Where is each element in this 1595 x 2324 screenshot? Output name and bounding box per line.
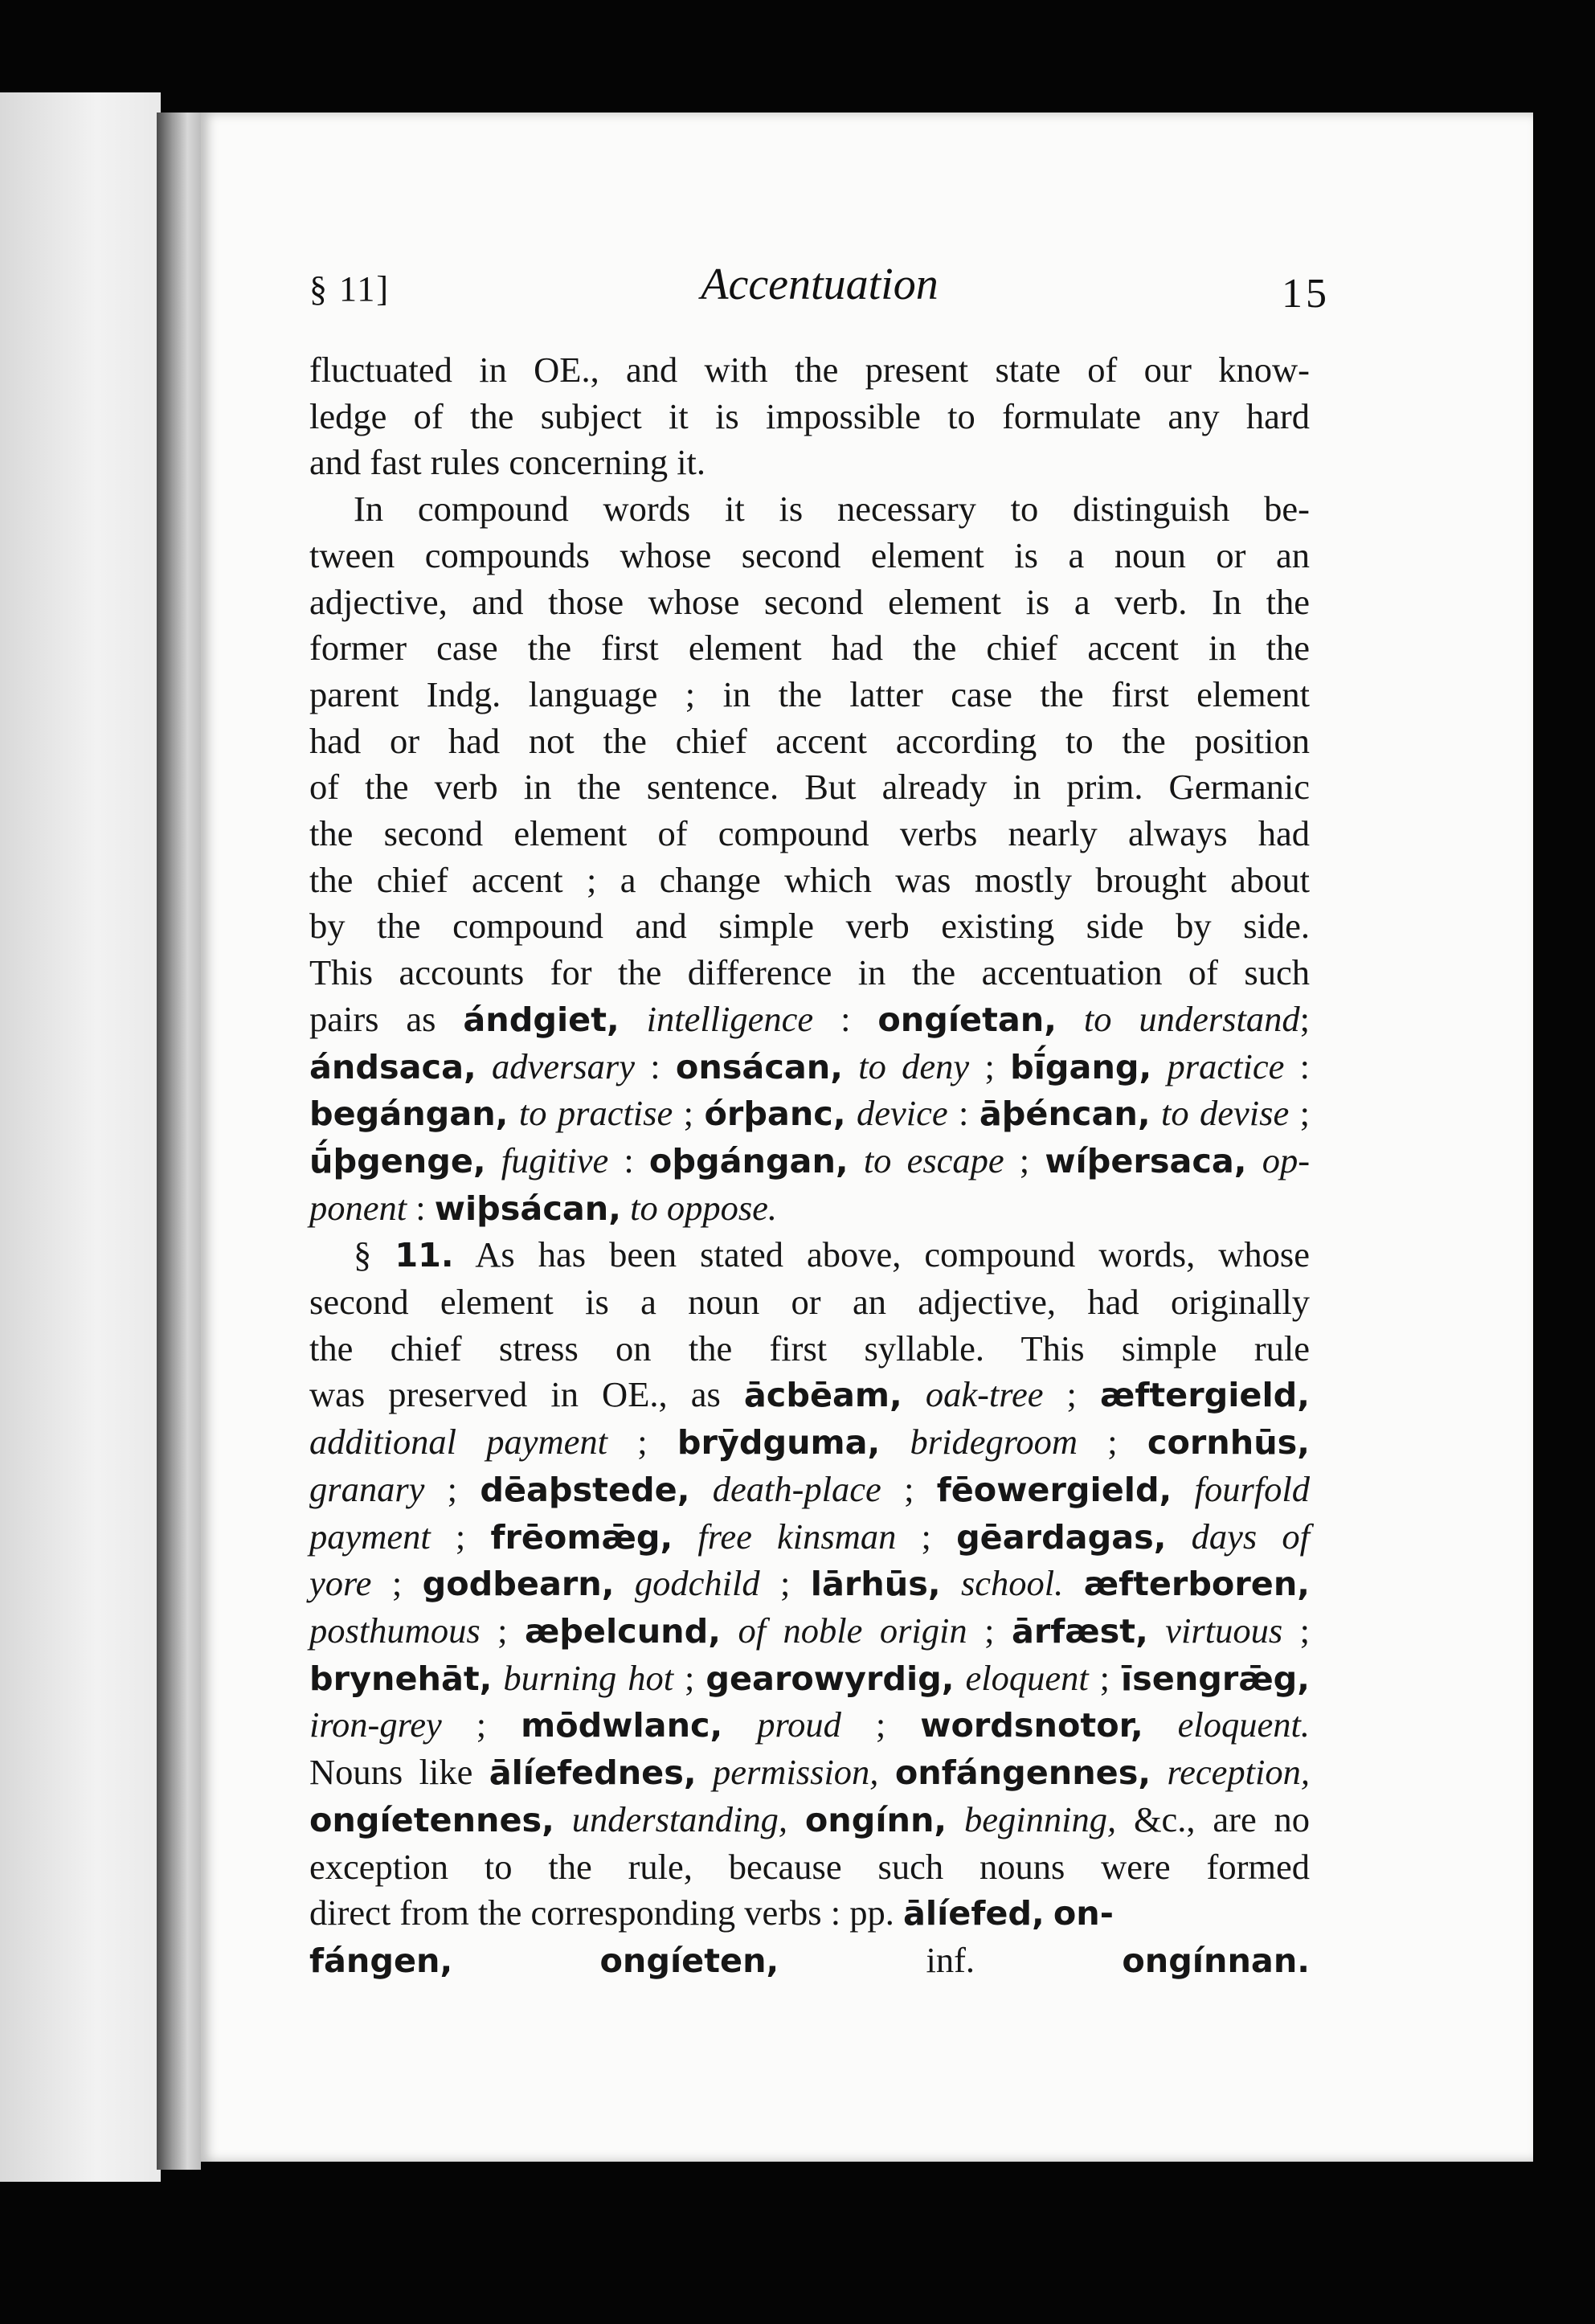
text-line <box>309 811 1310 857</box>
text-run: ; <box>1289 1093 1311 1134</box>
text-run: ; <box>1088 1657 1121 1698</box>
gloss: permission, <box>712 1752 879 1793</box>
text-line <box>309 1797 1310 1844</box>
gloss: to practise <box>518 1093 673 1134</box>
text-line <box>309 1937 1310 1985</box>
text-run: ; <box>607 1422 677 1463</box>
text-run: ; <box>881 1468 937 1509</box>
text-run <box>554 1799 572 1839</box>
gloss: proud <box>757 1704 841 1745</box>
text-line <box>309 347 1310 394</box>
text-run: ; <box>969 1045 1011 1086</box>
text-line <box>309 1702 1310 1749</box>
headword: brȳdguma, <box>677 1423 881 1463</box>
headword: æþelcund, <box>524 1611 721 1651</box>
gloss: yore <box>309 1563 372 1604</box>
text-line <box>309 1655 1310 1703</box>
gloss: oak-tree <box>925 1374 1044 1415</box>
text-run <box>1172 1469 1194 1509</box>
text-run: inf. <box>779 1939 1123 1980</box>
text-run: ; <box>430 1516 491 1557</box>
headword: bī́gang, <box>1010 1047 1152 1086</box>
headword: ongíetan, <box>877 1000 1057 1039</box>
section-reference: § 11] <box>309 269 391 309</box>
text-run: § <box>354 1234 395 1275</box>
text-run <box>621 1188 630 1228</box>
text-run: ; <box>896 1516 957 1557</box>
headword: lārhūs, <box>810 1565 941 1604</box>
page-title: Accentuation <box>701 260 939 309</box>
text-run <box>1247 1140 1262 1180</box>
text-run <box>476 1046 492 1086</box>
text-run <box>1148 1610 1165 1651</box>
gloss: iron-grey <box>309 1704 442 1745</box>
text-run <box>697 1752 713 1792</box>
text-run <box>1045 1892 1053 1933</box>
gloss: posthumous <box>309 1610 481 1651</box>
gloss: death-place <box>712 1468 881 1509</box>
text-run <box>1143 1704 1178 1745</box>
text-run <box>620 999 647 1039</box>
text-run: direct from the corresponding verbs : pp. <box>309 1892 903 1933</box>
text-run: of the verb in the sentence. But already in prim. Germanic <box>309 767 1310 808</box>
text-run <box>1151 1093 1161 1133</box>
headword: ongíeten, <box>599 1941 779 1980</box>
text-run: : <box>407 1187 435 1228</box>
page-number: 15 <box>1282 271 1330 317</box>
text-run: former case the first element had the chief accent in the <box>309 628 1310 669</box>
text-line <box>309 1844 1310 1891</box>
headword: on- <box>1053 1894 1114 1933</box>
text-run <box>452 1940 599 1980</box>
text-line <box>309 903 1310 950</box>
text-line <box>309 533 1310 579</box>
text-run: ; <box>1299 998 1310 1039</box>
gloss: free kinsman <box>697 1516 897 1557</box>
text-run: : <box>608 1139 649 1180</box>
text-run: In compound words it is necessary to distinguish be- <box>354 489 1310 530</box>
gloss: school. <box>960 1563 1064 1604</box>
text-run: ; <box>1043 1374 1101 1415</box>
gloss: payment <box>309 1516 431 1557</box>
gloss: adversary <box>492 1045 635 1086</box>
gloss: to oppose. <box>630 1187 778 1228</box>
headword: onsácan, <box>675 1047 843 1086</box>
text-run: the second element of compound verbs nearly always had <box>309 813 1310 854</box>
text-line <box>309 1608 1310 1655</box>
text-line <box>309 394 1310 440</box>
gloss: to devise <box>1160 1093 1290 1134</box>
text-run: Nouns like <box>309 1752 489 1793</box>
text-run: ; <box>1282 1610 1310 1651</box>
headword: gēardagas, <box>956 1517 1167 1557</box>
headword: ongínnan. <box>1122 1941 1310 1980</box>
facing-page-edge <box>0 92 161 2182</box>
gloss: eloquent <box>965 1657 1089 1698</box>
text-run: ledge of the subject it is impossible to formulate any hard <box>309 395 1310 436</box>
headword: begángan, <box>309 1094 509 1134</box>
headword: ārfæst, <box>1011 1611 1148 1651</box>
text-run: ; <box>1004 1139 1045 1180</box>
text-run: by the compound and simple verb existing side by side. <box>309 906 1310 947</box>
text-line <box>309 857 1310 904</box>
headword: fángen, <box>309 1941 453 1980</box>
text-run <box>614 1563 634 1603</box>
gloss: beginning, <box>964 1798 1117 1839</box>
gloss: practice <box>1167 1045 1285 1086</box>
headword: æftergield, <box>1100 1376 1310 1415</box>
text-line <box>309 440 1310 486</box>
gloss: op- <box>1262 1139 1311 1180</box>
text-run: ; <box>441 1704 521 1745</box>
text-run: : <box>634 1045 676 1086</box>
text-run <box>486 1140 501 1180</box>
text-run <box>843 1046 858 1086</box>
gloss: understanding, <box>571 1798 787 1839</box>
text-run: parent Indg. language ; in the latter case the first element <box>309 673 1310 714</box>
text-line <box>309 672 1310 718</box>
text-run: ; <box>967 1610 1012 1651</box>
text-line <box>309 1467 1310 1514</box>
text-run <box>846 1093 857 1133</box>
text-line <box>309 579 1310 626</box>
text-run <box>673 1516 697 1557</box>
text-run <box>508 1093 518 1133</box>
text-run: This accounts for the difference in the accentuation of such <box>309 952 1310 993</box>
text-run <box>1151 1046 1167 1086</box>
text-run <box>1057 999 1084 1039</box>
running-header <box>309 259 1330 323</box>
headword: ándsaca, <box>309 1047 476 1086</box>
headword: ongíetennes, <box>309 1800 554 1839</box>
text-line <box>309 996 1310 1044</box>
text-line <box>309 1090 1310 1138</box>
text-line <box>309 718 1310 765</box>
gloss: ponent <box>309 1187 407 1228</box>
text-line <box>309 1749 1310 1797</box>
headword: gearowyrdig, <box>705 1659 955 1698</box>
text-run <box>880 1422 910 1462</box>
text-line <box>309 1279 1310 1326</box>
text-run <box>689 1469 712 1509</box>
text-line <box>309 1561 1310 1608</box>
text-run: pairs as <box>309 998 464 1039</box>
text-run <box>722 1704 757 1745</box>
gloss: of noble origin <box>738 1610 967 1651</box>
headword: ongínn, <box>804 1800 947 1839</box>
text-run: second element is a noun or an adjective, had originally <box>309 1282 1310 1323</box>
headword: ándgiet, <box>463 1000 620 1039</box>
gloss: reception, <box>1167 1752 1311 1793</box>
headword: fēowergield, <box>936 1470 1172 1509</box>
text-run <box>1063 1563 1083 1603</box>
gloss: days of <box>1191 1516 1311 1557</box>
text-run: the chief stress on the first syllable. This simple rule <box>309 1328 1310 1369</box>
text-line <box>309 486 1310 533</box>
headword: ū́þgenge, <box>309 1141 486 1180</box>
text-line <box>309 625 1310 672</box>
headword: brynehāt, <box>309 1659 493 1698</box>
text-run: ; <box>673 1657 706 1698</box>
body-text <box>309 347 1310 1985</box>
text-run <box>1151 1752 1167 1792</box>
text-run <box>787 1799 805 1839</box>
text-run: exception to the rule, because such nouns were formed <box>309 1846 1310 1887</box>
text-run: ; <box>673 1093 705 1134</box>
text-run <box>902 1374 926 1414</box>
gloss: burning hot <box>503 1657 674 1698</box>
text-run: ; <box>759 1563 811 1604</box>
text-run: ; <box>1078 1422 1147 1463</box>
gloss: to escape <box>863 1139 1004 1180</box>
gloss: granary <box>309 1468 425 1509</box>
text-run: was preserved in OE., as <box>309 1374 744 1415</box>
book-gutter <box>157 113 201 2170</box>
text-run: ; <box>840 1704 921 1745</box>
text-run: : <box>813 998 878 1039</box>
gloss: virtuous <box>1165 1610 1283 1651</box>
gloss: intelligence <box>646 998 814 1039</box>
gloss: to deny <box>858 1045 970 1086</box>
text-run: adjective, and those whose second element is a verb. In the <box>309 581 1310 622</box>
headword: dēaþstede, <box>480 1470 690 1509</box>
text-line <box>309 1138 1310 1185</box>
text-line <box>309 764 1310 811</box>
gloss: eloquent. <box>1177 1704 1311 1745</box>
gloss: fugitive <box>501 1139 609 1180</box>
text-run: : <box>1284 1045 1311 1086</box>
text-run: ; <box>371 1563 423 1604</box>
text-run: &c., are no <box>1116 1798 1311 1839</box>
headword: oþgángan, <box>648 1141 849 1180</box>
text-line <box>309 1890 1310 1937</box>
text-run <box>849 1140 864 1180</box>
headword: wiþsácan, <box>434 1189 621 1228</box>
headword: īsengrǣg, <box>1120 1659 1311 1698</box>
text-line <box>309 1232 1310 1279</box>
text-run: tween compounds whose second element is a noun or an <box>309 534 1310 575</box>
text-run <box>1167 1516 1192 1557</box>
headword: 11. <box>395 1236 454 1275</box>
gloss: device <box>857 1093 948 1134</box>
text-run: ; <box>424 1468 481 1509</box>
text-run <box>721 1610 738 1651</box>
headword: wíþersaca, <box>1045 1141 1247 1180</box>
headword: godbearn, <box>422 1565 615 1604</box>
headword: ālíefed, <box>903 1894 1045 1933</box>
headword: wordsnotor, <box>920 1706 1143 1745</box>
gloss: to understand <box>1083 998 1300 1039</box>
text-run: As has been stated above, compound words, whose <box>453 1234 1311 1275</box>
text-run: and fast rules concerning it. <box>309 442 706 483</box>
headword: āþéncan, <box>979 1094 1151 1134</box>
text-line <box>309 950 1310 996</box>
text-line <box>309 1419 1310 1467</box>
text-run: : <box>947 1093 979 1134</box>
text-run <box>955 1658 966 1698</box>
headword: ālíefednes, <box>489 1753 697 1793</box>
text-run <box>878 1752 894 1792</box>
gloss: godchild <box>634 1563 760 1604</box>
headword: onfángennes, <box>894 1753 1151 1793</box>
text-line <box>309 1326 1310 1373</box>
headword: frēomǣg, <box>490 1517 673 1557</box>
headword: mōdwlanc, <box>521 1706 723 1745</box>
headword: æfterboren, <box>1083 1565 1311 1604</box>
headword: cornhūs, <box>1147 1423 1310 1463</box>
text-line <box>309 1514 1310 1561</box>
gloss: bridegroom <box>910 1422 1078 1463</box>
text-run: fluctuated in OE., and with the present state of our know- <box>309 350 1310 390</box>
headword: ācbēam, <box>743 1376 902 1415</box>
gloss: fourfold <box>1194 1468 1310 1509</box>
text-run: the chief accent ; a change which was mostly brought about <box>309 859 1310 900</box>
text-run: had or had not the chief accent according to the position <box>309 720 1310 761</box>
gloss: additional payment <box>309 1422 607 1463</box>
headword: órþanc, <box>704 1094 846 1134</box>
text-run <box>492 1658 503 1698</box>
text-line <box>309 1044 1310 1091</box>
text-line <box>309 1372 1310 1419</box>
text-run <box>941 1563 961 1603</box>
text-run: ; <box>480 1610 525 1651</box>
text-line <box>309 1185 1310 1233</box>
text-run <box>947 1799 964 1839</box>
